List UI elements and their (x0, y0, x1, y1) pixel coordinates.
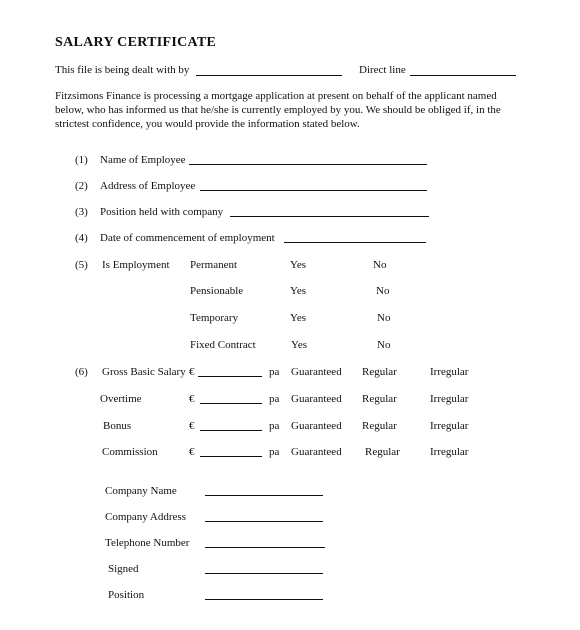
telephone-number-field[interactable] (205, 547, 325, 548)
item-number: (5) (75, 259, 88, 271)
direct-line-label: Direct line (359, 64, 406, 76)
date-of-commencement-field[interactable] (284, 242, 426, 243)
bonus-field[interactable] (200, 430, 262, 431)
irregular-option[interactable]: Irregular (430, 446, 469, 458)
overtime-field[interactable] (200, 403, 262, 404)
regular-option[interactable]: Regular (365, 446, 400, 458)
yes-option[interactable]: Yes (290, 259, 307, 271)
item-number: (4) (75, 232, 88, 244)
yes-option[interactable]: Yes (291, 339, 308, 351)
date-of-commencement-label: Date of commencement of employment (100, 232, 275, 244)
item-number: (1) (75, 154, 88, 166)
guaranteed-option[interactable]: Guaranteed (291, 366, 342, 378)
gross-basic-salary-label: Gross Basic Salary (102, 366, 186, 378)
guaranteed-option[interactable]: Guaranteed (291, 446, 342, 458)
euro-symbol: € (189, 393, 195, 405)
position-held-field[interactable] (230, 216, 429, 217)
guaranteed-option[interactable]: Guaranteed (291, 393, 342, 405)
address-of-employee-label: Address of Employee (100, 180, 196, 192)
position-field[interactable] (205, 599, 323, 600)
pa-label: pa (269, 446, 280, 458)
pa-label: pa (269, 366, 280, 378)
employment-type: Fixed Contract (190, 339, 256, 351)
commission-field[interactable] (200, 456, 262, 457)
no-option[interactable]: No (373, 259, 387, 271)
dealt-with-label: This file is being dealt with by (55, 64, 190, 76)
yes-option[interactable]: Yes (290, 312, 307, 324)
signed-label: Signed (108, 563, 139, 575)
guaranteed-option[interactable]: Guaranteed (291, 420, 342, 432)
company-name-field[interactable] (205, 495, 323, 496)
euro-symbol: € (189, 366, 195, 378)
item-number: (6) (75, 366, 88, 378)
overtime-label: Overtime (100, 393, 142, 405)
euro-symbol: € (189, 420, 195, 432)
no-option[interactable]: No (377, 312, 391, 324)
item-number: (2) (75, 180, 88, 192)
yes-option[interactable]: Yes (290, 285, 307, 297)
gross-basic-salary-field[interactable] (198, 376, 262, 377)
company-address-label: Company Address (105, 511, 186, 523)
address-of-employee-field[interactable] (200, 190, 427, 191)
regular-option[interactable]: Regular (362, 366, 397, 378)
employment-type: Temporary (190, 312, 239, 324)
regular-option[interactable]: Regular (362, 420, 397, 432)
regular-option[interactable]: Regular (362, 393, 397, 405)
name-of-employee-label: Name of Employee (100, 154, 186, 166)
intro-line: Fitzsimons Finance is processing a mortgage application at present on behalf of the applicant named (55, 90, 497, 102)
item-number: (3) (75, 206, 88, 218)
company-address-field[interactable] (205, 521, 323, 522)
pa-label: pa (269, 393, 280, 405)
employment-type: Permanent (190, 259, 238, 271)
position-held-label: Position held with company (100, 206, 224, 218)
position-label: Position (108, 589, 145, 601)
irregular-option[interactable]: Irregular (430, 366, 469, 378)
bonus-label: Bonus (103, 420, 132, 432)
company-name-label: Company Name (105, 485, 177, 497)
intro-line: below, who has informed us that he/she is currently employed by you. We should be obliged if, in the (55, 104, 501, 116)
pa-label: pa (269, 420, 280, 432)
irregular-option[interactable]: Irregular (430, 393, 469, 405)
telephone-number-label: Telephone Number (105, 537, 190, 549)
name-of-employee-field[interactable] (189, 164, 427, 165)
no-option[interactable]: No (376, 285, 390, 297)
document-title: SALARY CERTIFICATE (55, 35, 217, 50)
no-option[interactable]: No (377, 339, 391, 351)
is-employment-label: Is Employment (102, 259, 170, 271)
intro-line: strictest confidence, you would provide the information stated below. (55, 118, 360, 130)
commission-label: Commission (102, 446, 158, 458)
intro-paragraph (55, 89, 525, 131)
euro-symbol: € (189, 446, 195, 458)
employment-type: Pensionable (190, 285, 244, 297)
irregular-option[interactable]: Irregular (430, 420, 469, 432)
direct-line-field[interactable] (410, 75, 516, 76)
dealt-with-field[interactable] (196, 75, 342, 76)
signed-field[interactable] (205, 573, 323, 574)
